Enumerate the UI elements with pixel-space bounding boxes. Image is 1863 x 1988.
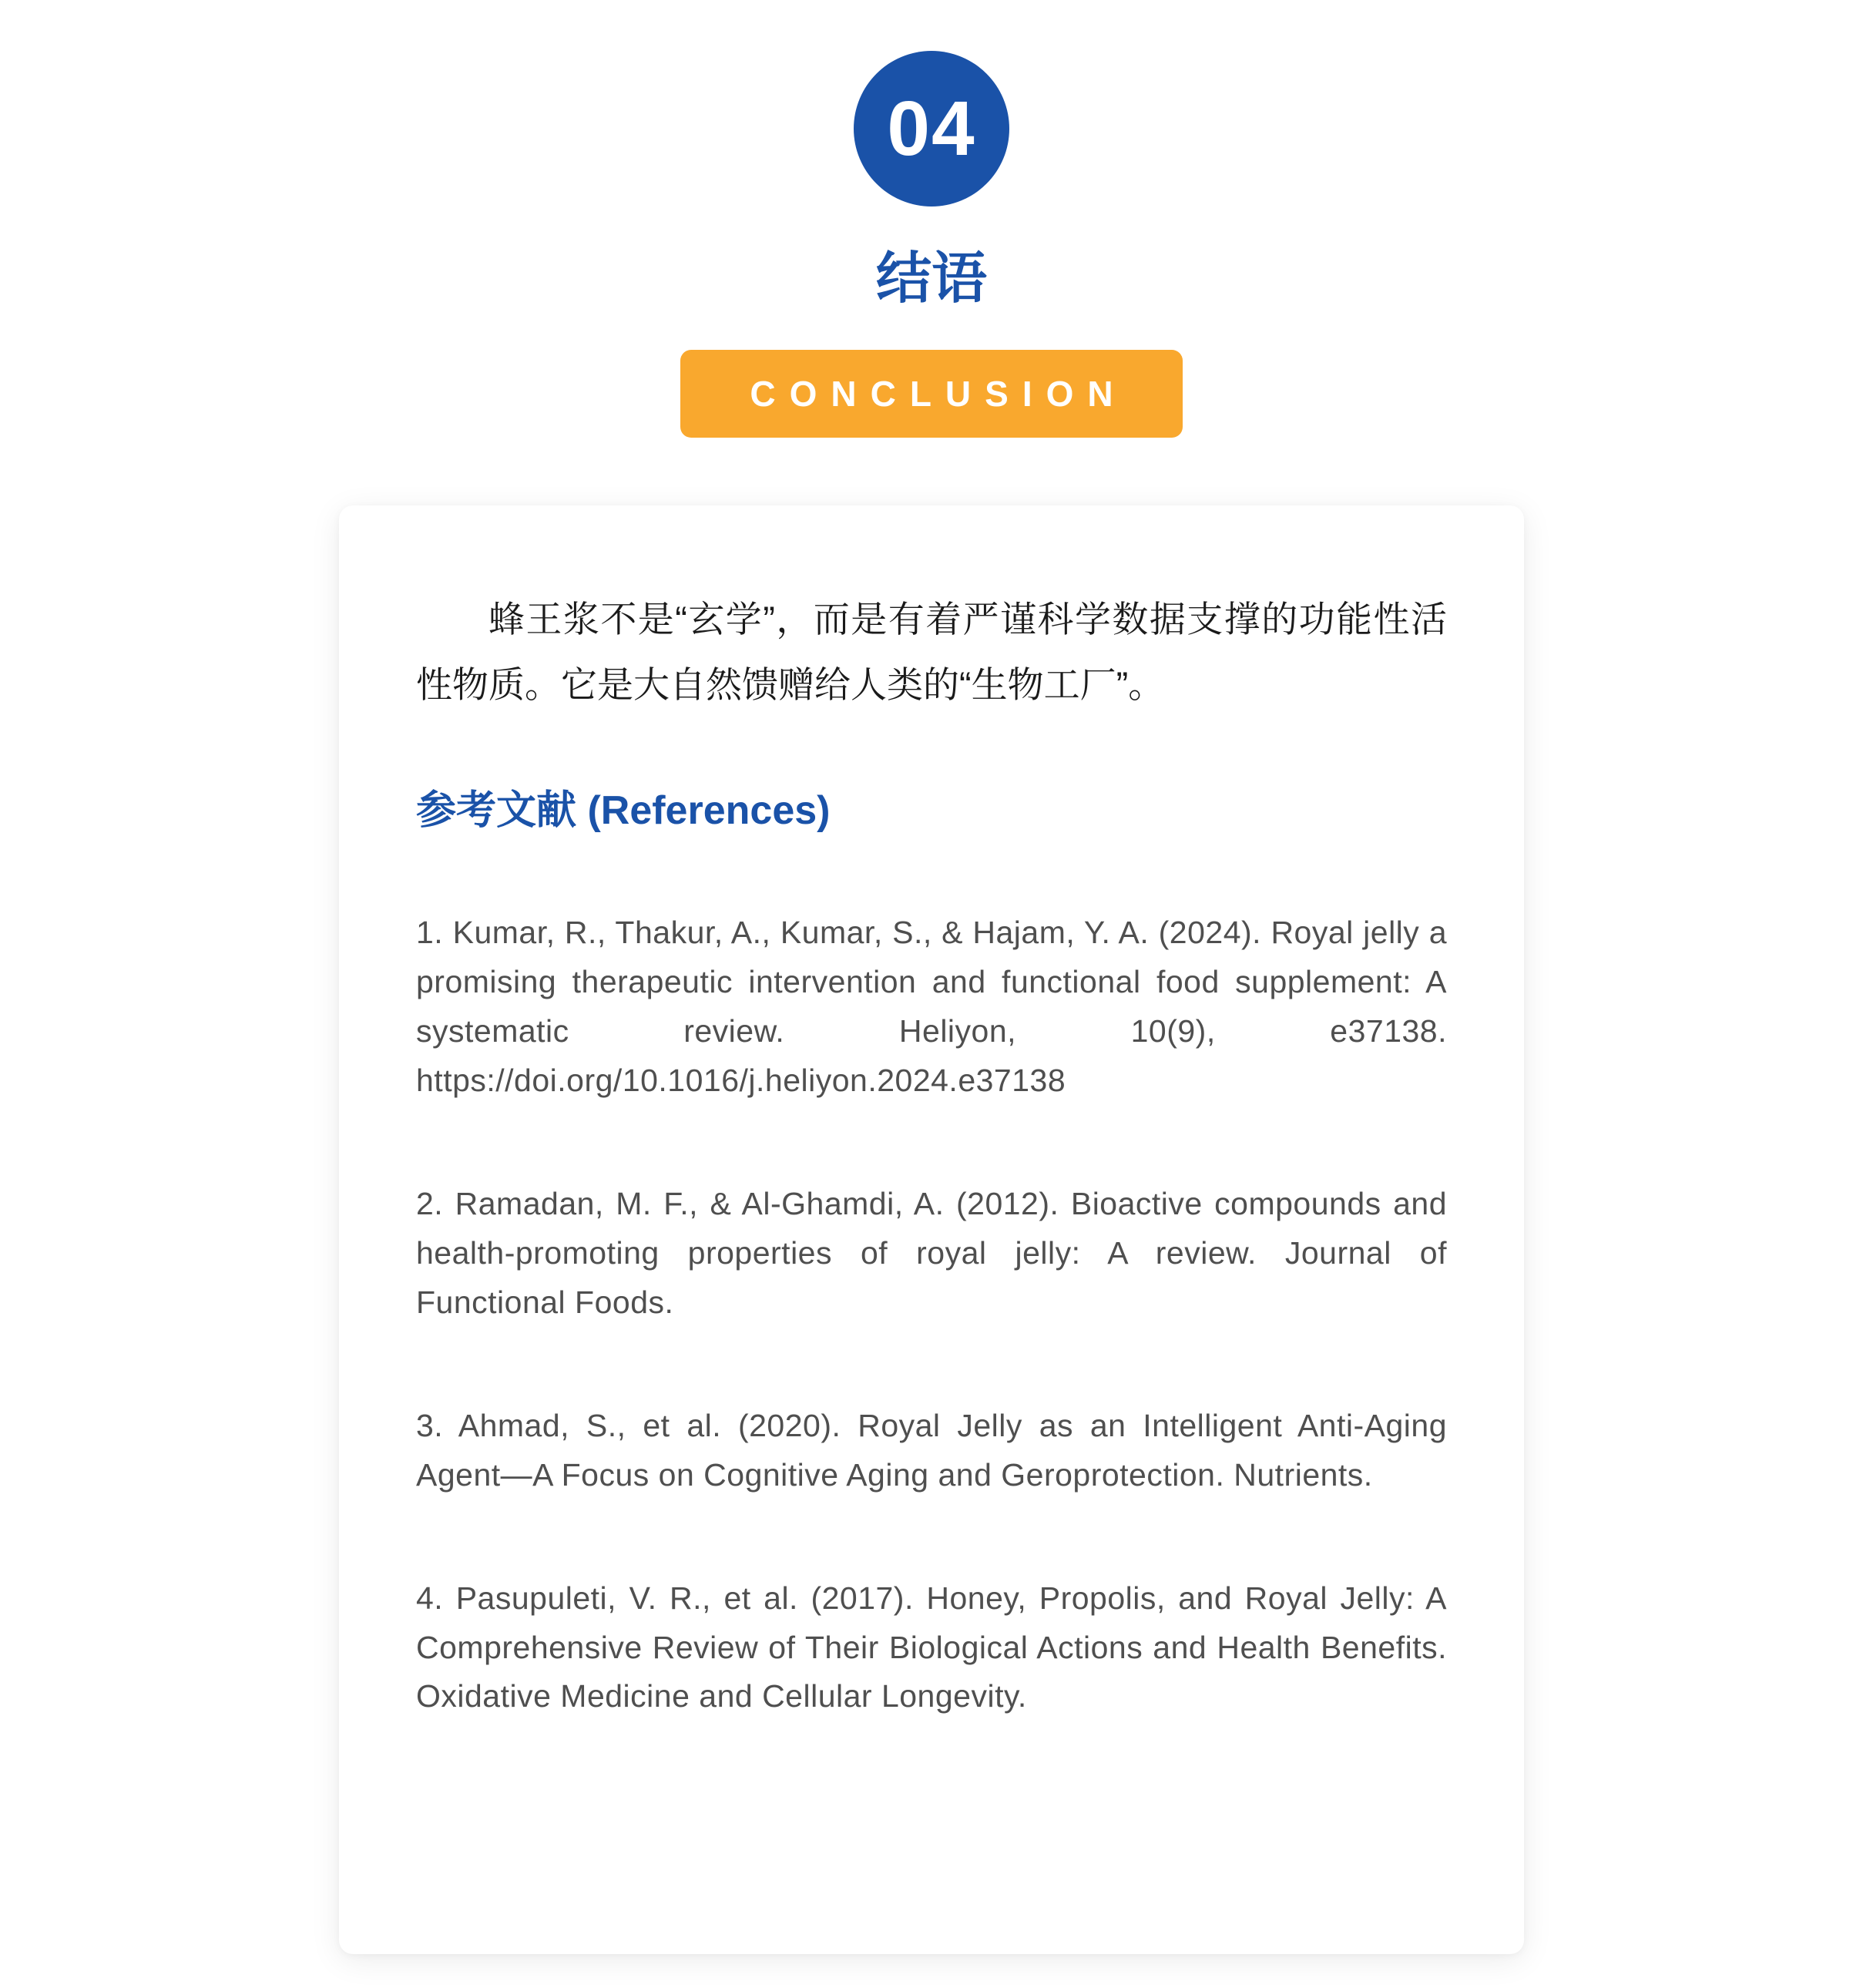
content-card: [339, 505, 1524, 1954]
references-heading: 参考文献 (References): [416, 788, 831, 834]
reference-item: 3. Ahmad, S., et al. (2020). Royal Jelly as an Intelligent Anti-Aging Agent—A Focus on Cognitive Aging and Geroprotection. Nutrients.: [416, 1407, 1447, 1493]
section-title: 结语: [875, 248, 987, 310]
reference-item: 4. Pasupuleti, V. R., et al. (2017). Honey, Propolis, and Royal Jelly: A Comprehensive Review of Their Biological Actions and Health Benefits. Oxidative Medicine and Cellular Longevity.: [416, 1580, 1447, 1714]
section-subtitle-badge: CONCLUSION: [680, 350, 1182, 438]
reference-item: 2. Ramadan, M. F., & Al-Ghamdi, A. (2012). Bioactive compounds and health-promoting properties of royal jelly: A review. Journal of Functional Foods.: [416, 1185, 1447, 1320]
section-number: 04: [887, 86, 976, 172]
reference-item: 1. Kumar, R., Thakur, A., Kumar, S., & Hajam, Y. A. (2024). Royal jelly a promising therapeutic intervention and functional food supplement: A systematic review. Heliyon, 10(9), e37138. https://doi.org/10.1016/j.heliyon.2024.e37138: [416, 914, 1447, 1098]
section-number-circle: [854, 51, 1009, 207]
section-header: [0, 0, 1863, 438]
intro-paragraph: 蜂王浆不是“玄学”，而是有着严谨科学数据支撑的功能性活性物质。它是大自然馈赠给人类的“生物工厂”。: [416, 599, 1447, 705]
